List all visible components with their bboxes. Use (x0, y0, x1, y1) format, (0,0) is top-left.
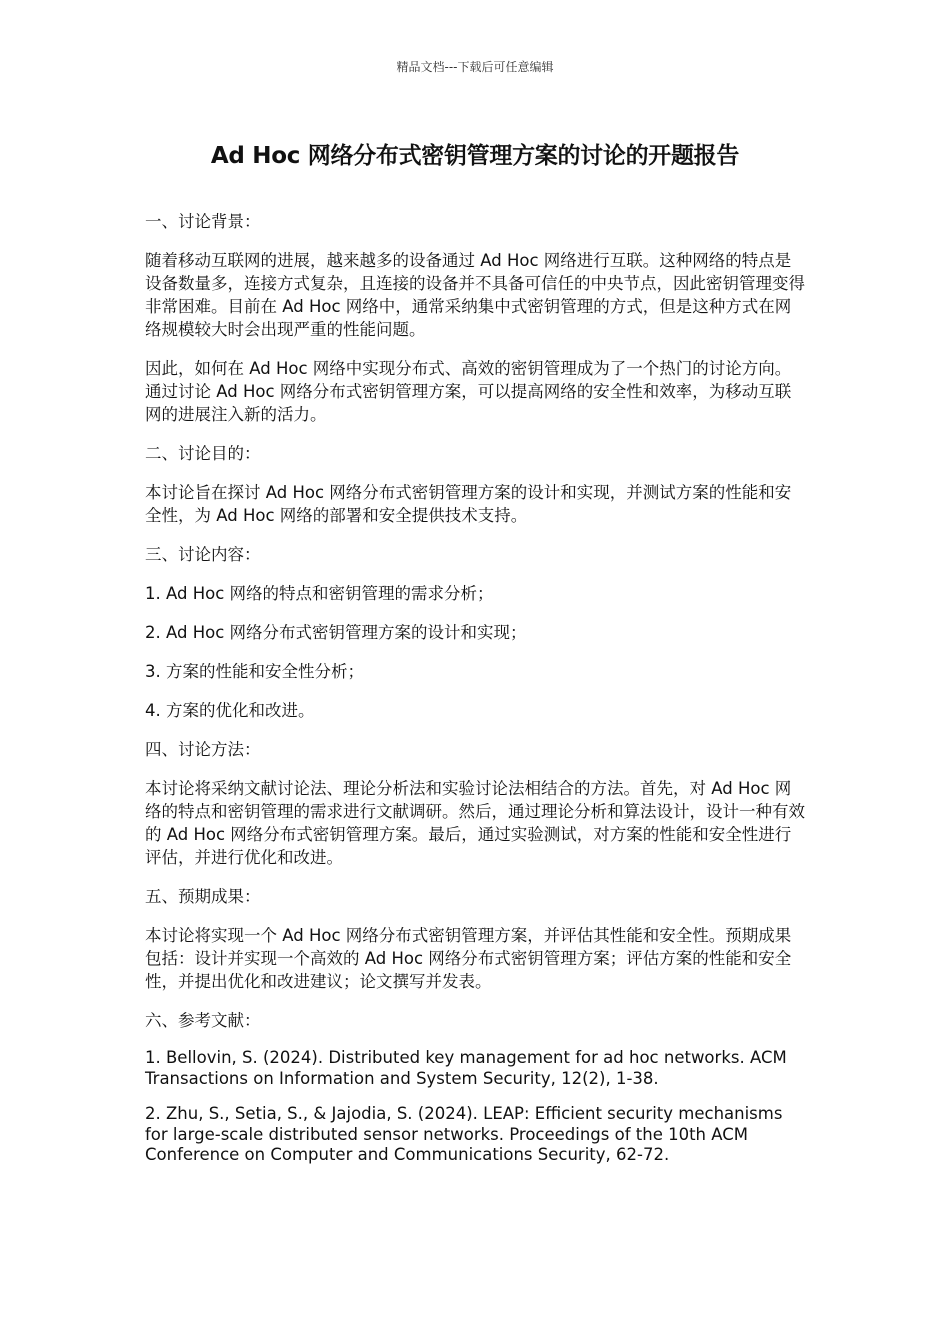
reference-item-1: 1. Bellovin, S. (2024). Distributed key management for ad hoc networks. ACM Transactions on Information and System Security, 12(2), 1-38. (145, 1048, 787, 1088)
document-title: Ad Hoc 网络分布式密钥管理方案的讨论的开题报告 (210, 143, 740, 169)
contents-item-4: 4. 方案的优化和改进。 (145, 701, 315, 720)
section-heading-background: 一、讨论背景： (145, 212, 261, 231)
section-heading-purpose: 二、讨论目的： (145, 444, 261, 463)
section-heading-references: 六、参考文献： (145, 1011, 261, 1030)
purpose-paragraph: 本讨论旨在探讨 Ad Hoc 网络分布式密钥管理方案的设计和实现，并测试方案的性能和安全性，为 Ad Hoc 网络的部署和安全提供技术支持。 (145, 483, 792, 525)
methods-paragraph: 本讨论将采纳文献讨论法、理论分析法和实验讨论法相结合的方法。首先，对 Ad Hoc 网络的特点和密钥管理的需求进行文献调研。然后，通过理论分析和算法设计，设计一种有效的 Ad Hoc 网络分布式密钥管理方案。最后，通过实验测试，对方案的性能和安全性进行评估，并进行优化和改进。 (145, 779, 805, 867)
page-header: 精品文档---下载后可任意编辑 (396, 60, 554, 74)
outcomes-paragraph: 本讨论将实现一个 Ad Hoc 网络分布式密钥管理方案，并评估其性能和安全性。预期成果包括：设计并实现一个高效的 Ad Hoc 网络分布式密钥管理方案；评估方案的性能和安全性，并提出优化和改进建议；论文撰写并发表。 (145, 926, 792, 991)
section-heading-methods: 四、讨论方法： (145, 740, 261, 759)
background-paragraph-2: 因此，如何在 Ad Hoc 网络中实现分布式、高效的密钥管理成为了一个热门的讨论方向。通过讨论 Ad Hoc 网络分布式密钥管理方案，可以提高网络的安全性和效率，为移动互联网的进展注入新的活力。 (145, 359, 792, 424)
document-body (145, 210, 807, 1181)
section-heading-contents: 三、讨论内容： (145, 545, 261, 564)
contents-item-2: 2. Ad Hoc 网络分布式密钥管理方案的设计和实现； (145, 623, 527, 642)
contents-item-3: 3. 方案的性能和安全性分析； (145, 662, 364, 681)
reference-item-2: 2. Zhu, S., Setia, S., & Jajodia, S. (2024). LEAP: Efficient security mechanisms for large-scale distributed sensor networks. Proceedings of the 10th ACM Conference on Computer and Communications Security, 62-72. (145, 1104, 783, 1164)
section-heading-outcomes: 五、预期成果： (145, 887, 261, 906)
background-paragraph-1: 随着移动互联网的进展，越来越多的设备通过 Ad Hoc 网络进行互联。这种网络的特点是设备数量多，连接方式复杂，且连接的设备并不具备可信任的中央节点，因此密钥管理变得非常困难。目前在 Ad Hoc 网络中，通常采纳集中式密钥管理的方式，但是这种方式在网络规模较大时会出现严重的性能问题。 (145, 251, 805, 339)
reference-list (145, 1048, 807, 1166)
contents-item-1: 1. Ad Hoc 网络的特点和密钥管理的需求分析； (145, 584, 494, 603)
